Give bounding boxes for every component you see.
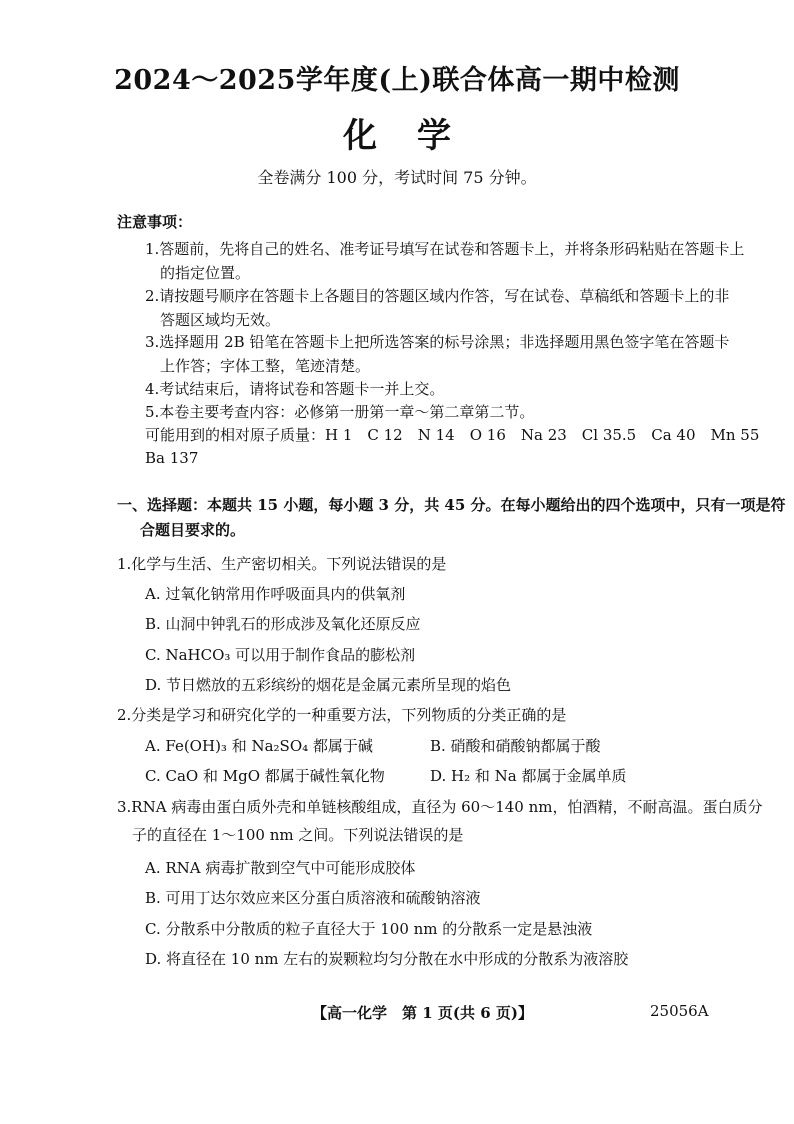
note-item: 5.本卷主要考查内容：必修第一册第一章～第二章第二节。	[145, 403, 535, 421]
question-2-stem: 2.分类是学习和研究化学的一种重要方法，下列物质的分类正确的是	[117, 706, 567, 724]
q2-option-b: B. 硝酸和硝酸钠都属于酸	[430, 737, 601, 755]
note-item: 1.答题前，先将自己的姓名、准考证号填写在试卷和答题卡上，并将条形码粘贴在答题卡上	[145, 240, 745, 258]
q3-option-d: D. 将直径在 10 nm 左右的炭颗粒均匀分散在水中形成的分散系为液溶胶	[145, 950, 629, 968]
note-item: 上作答；字体工整，笔迹清楚。	[160, 357, 371, 375]
q2-option-a: A. Fe(OH)₃ 和 Na₂SO₄ 都属于碱	[145, 737, 373, 755]
q1-option-b: B. 山洞中钟乳石的形成涉及氧化还原反应	[145, 615, 421, 633]
note-item: 的指定位置。	[160, 264, 251, 282]
note-item: 3.选择题用 2B 铅笔在答题卡上把所选答案的标号涂黑；非选择题用黑色签字笔在答题卡	[145, 333, 730, 351]
question-3-stem: 3.RNA 病毒由蛋白质外壳和单链核酸组成，直径为 60～140 nm，怕酒精，不耐高温。蛋白质分	[117, 798, 763, 816]
page-footer: 【高一化学 第 1 页(共 6 页)】	[312, 1004, 533, 1022]
question-3-stem-cont: 子的直径在 1～100 nm 之间。下列说法错误的是	[132, 826, 464, 844]
q2-option-c: C. CaO 和 MgO 都属于碱性氧化物	[145, 767, 385, 785]
note-item: 答题区域均无效。	[160, 311, 281, 329]
atomic-masses-cont: Ba 137	[145, 449, 199, 467]
subject-title: 化学	[343, 116, 491, 156]
q3-option-c: C. 分散系中分散质的粒子直径大于 100 nm 的分散系一定是悬浊液	[145, 920, 593, 938]
q1-option-c: C. NaHCO₃ 可以用于制作食品的膨松剂	[145, 646, 416, 664]
section-heading: 一、选择题：本题共 15 小题，每小题 3 分，共 45 分。在每小题给出的四个选项中，只有一项是符	[117, 496, 786, 514]
atomic-masses: 可能用到的相对原子质量：H 1 C 12 N 14 O 16 Na 23 Cl 35.5 Ca 40 Mn 55	[145, 426, 760, 444]
exam-info: 全卷满分 100 分，考试时间 75 分钟。	[257, 168, 537, 187]
question-1-stem: 1.化学与生活、生产密切相关。下列说法错误的是	[117, 555, 447, 573]
q1-option-a: A. 过氧化钠常用作呼吸面具内的供氧剂	[145, 585, 406, 603]
q1-option-d: D. 节日燃放的五彩缤纷的烟花是金属元素所呈现的焰色	[145, 676, 512, 694]
exam-title: 2024～2025学年度(上)联合体高一期中检测	[114, 65, 680, 96]
notes-heading: 注意事项：	[117, 213, 193, 231]
note-item: 2.请按题号顺序在答题卡上各题目的答题区域内作答，写在试卷、草稿纸和答题卡上的非	[145, 287, 730, 305]
q3-option-b: B. 可用丁达尔效应来区分蛋白质溶液和硫酸钠溶液	[145, 889, 481, 907]
paper-code: 25056A	[650, 1002, 709, 1020]
q2-option-d: D. H₂ 和 Na 都属于金属单质	[430, 767, 627, 785]
section-heading-cont: 合题目要求的。	[140, 521, 246, 539]
note-item: 4.考试结束后，请将试卷和答题卡一并上交。	[145, 380, 445, 398]
q3-option-a: A. RNA 病毒扩散到空气中可能形成胶体	[145, 859, 416, 877]
